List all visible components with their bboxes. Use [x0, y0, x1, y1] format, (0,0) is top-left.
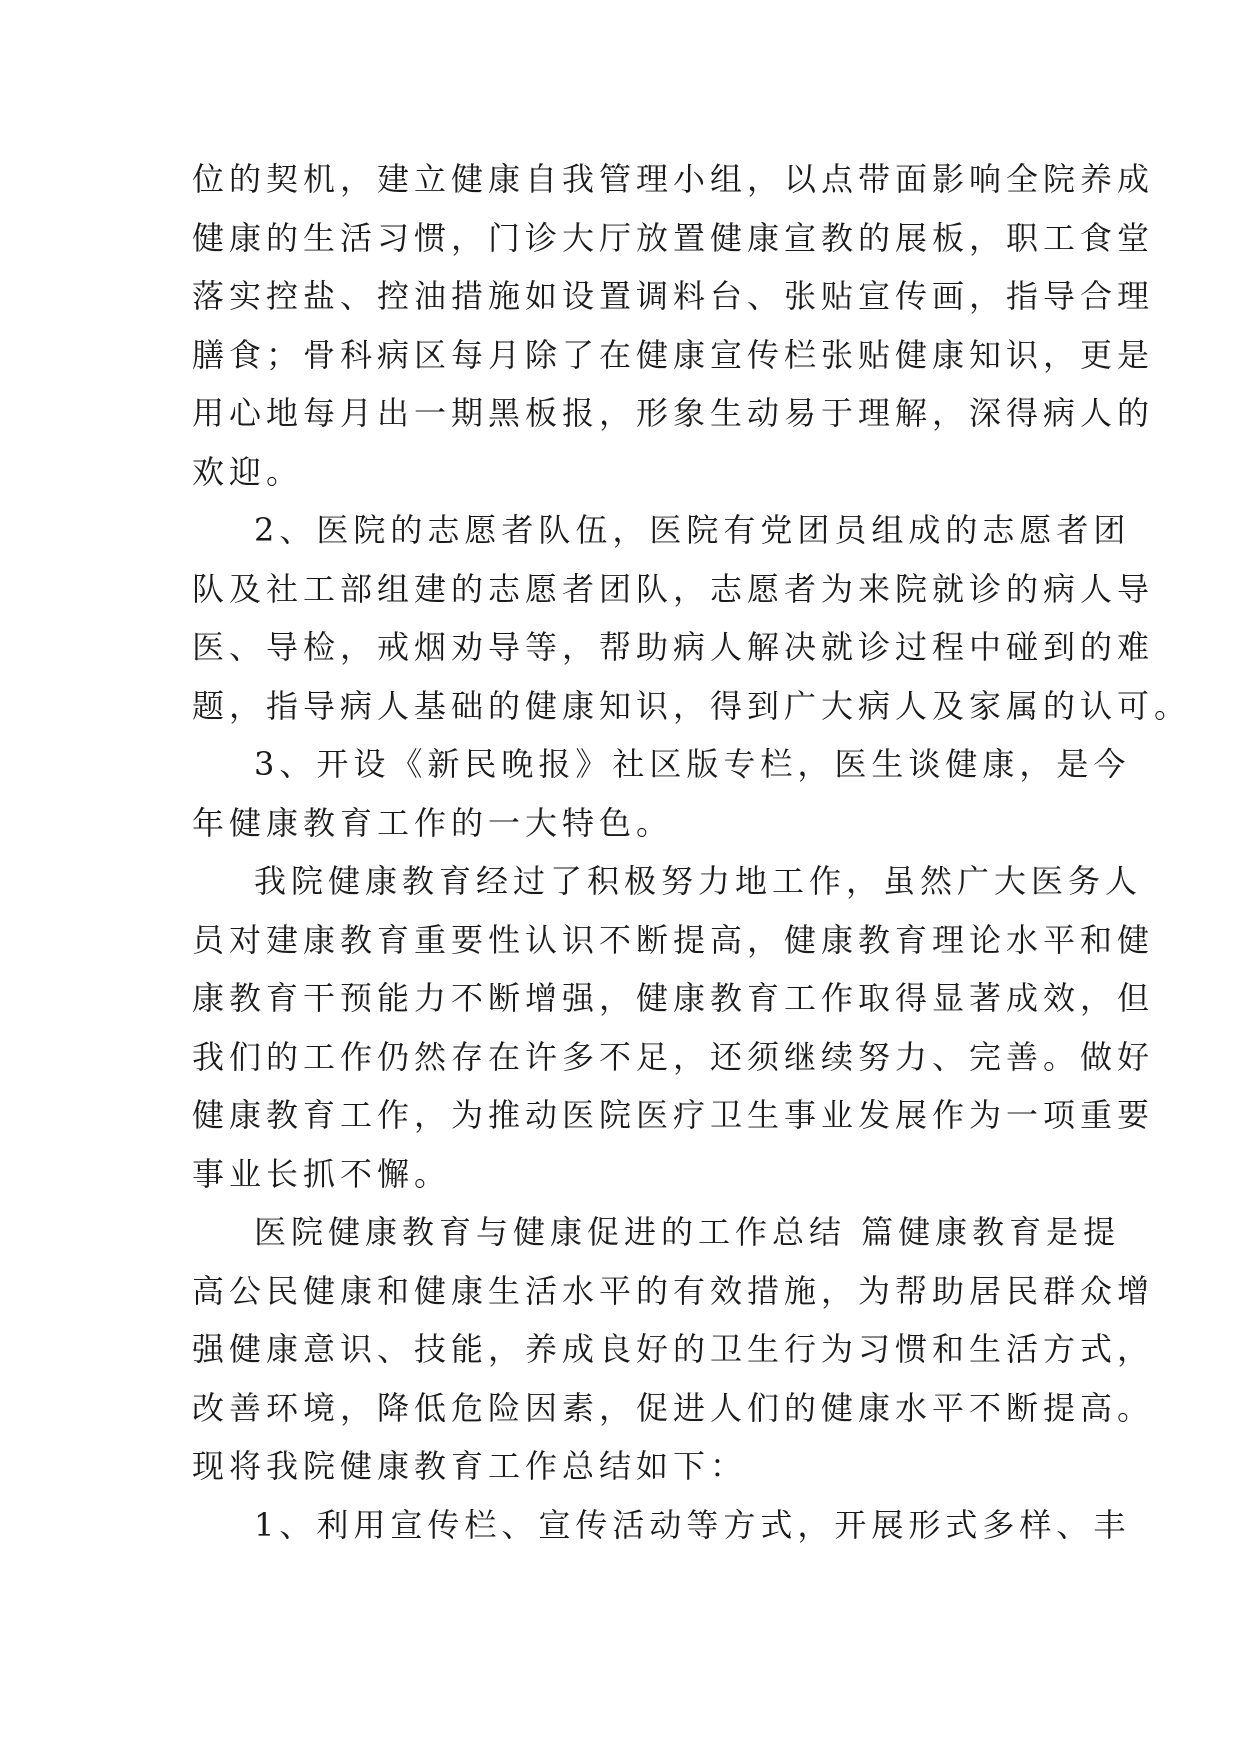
text-line: 强健康意识、技能，养成良好的卫生行为习惯和生活方式，: [192, 1330, 1155, 1368]
text-line: 改善环境，降低危险因素，促进人们的健康水平不断提高。: [192, 1388, 1155, 1427]
text-line: 健康的生活习惯，门诊大厅放置健康宣教的展板，职工食堂: [192, 218, 1155, 257]
text-line: 我们的工作仍然存在许多不足，还须继续努力、完善。做好: [192, 1037, 1155, 1076]
paragraph-start-line: 1、利用宣传栏、宣传活动等方式，开展形式多样、丰: [254, 1505, 1131, 1544]
text-line: 落实控盐、控油措施如设置调料台、张贴宣传画，指导合理: [192, 277, 1155, 315]
text-line: 年健康教育工作的一大特色。: [192, 803, 674, 842]
text-line: 事业长抓不懈。: [192, 1154, 452, 1193]
text-line: 现将我院健康教育工作总结如下：: [192, 1447, 748, 1485]
text-line: 用心地每月出一期黑板报，形象生动易于理解，深得病人的: [192, 394, 1155, 432]
document-body: [192, 150, 1192, 1554]
text-line: 员对建康教育重要性认识不断提高，健康教育理论水平和健: [192, 920, 1155, 959]
text-line: 高公民健康和健康生活水平的有效措施，为帮助居民群众增: [192, 1271, 1155, 1310]
text-line: 欢迎。: [192, 452, 304, 491]
text-line: 康教育干预能力不断增强，健康教育工作取得显著成效，但: [192, 979, 1155, 1017]
text-line: 题，指导病人基础的健康知识，得到广大病人及家属的认可。: [192, 686, 1192, 725]
text-line: 健康教育工作，为推动医院医疗卫生事业发展作为一项重要: [192, 1096, 1155, 1134]
paragraph-start-line: 3、开设《新民晚报》社区版专栏，医生谈健康，是今: [254, 745, 1131, 783]
paragraph-start-line: 医院健康教育与健康促进的工作总结 篇健康教育是提: [254, 1213, 1121, 1251]
text-line: 医、导检，戒烟劝导等，帮助病人解决就诊过程中碰到的难: [192, 628, 1155, 666]
text-line: 膳食；骨科病区每月除了在健康宣传栏张贴健康知识，更是: [192, 335, 1155, 374]
text-line: 位的契机，建立健康自我管理小组，以点带面影响全院养成: [192, 160, 1155, 198]
paragraph-start-line: 我院健康教育经过了积极努力地工作，虽然广大医务人: [254, 862, 1143, 900]
paragraph-start-line: 2、医院的志愿者队伍，医院有党团员组成的志愿者团: [254, 511, 1131, 549]
text-line: 队及社工部组建的志愿者团队，志愿者为来院就诊的病人导: [192, 569, 1155, 608]
